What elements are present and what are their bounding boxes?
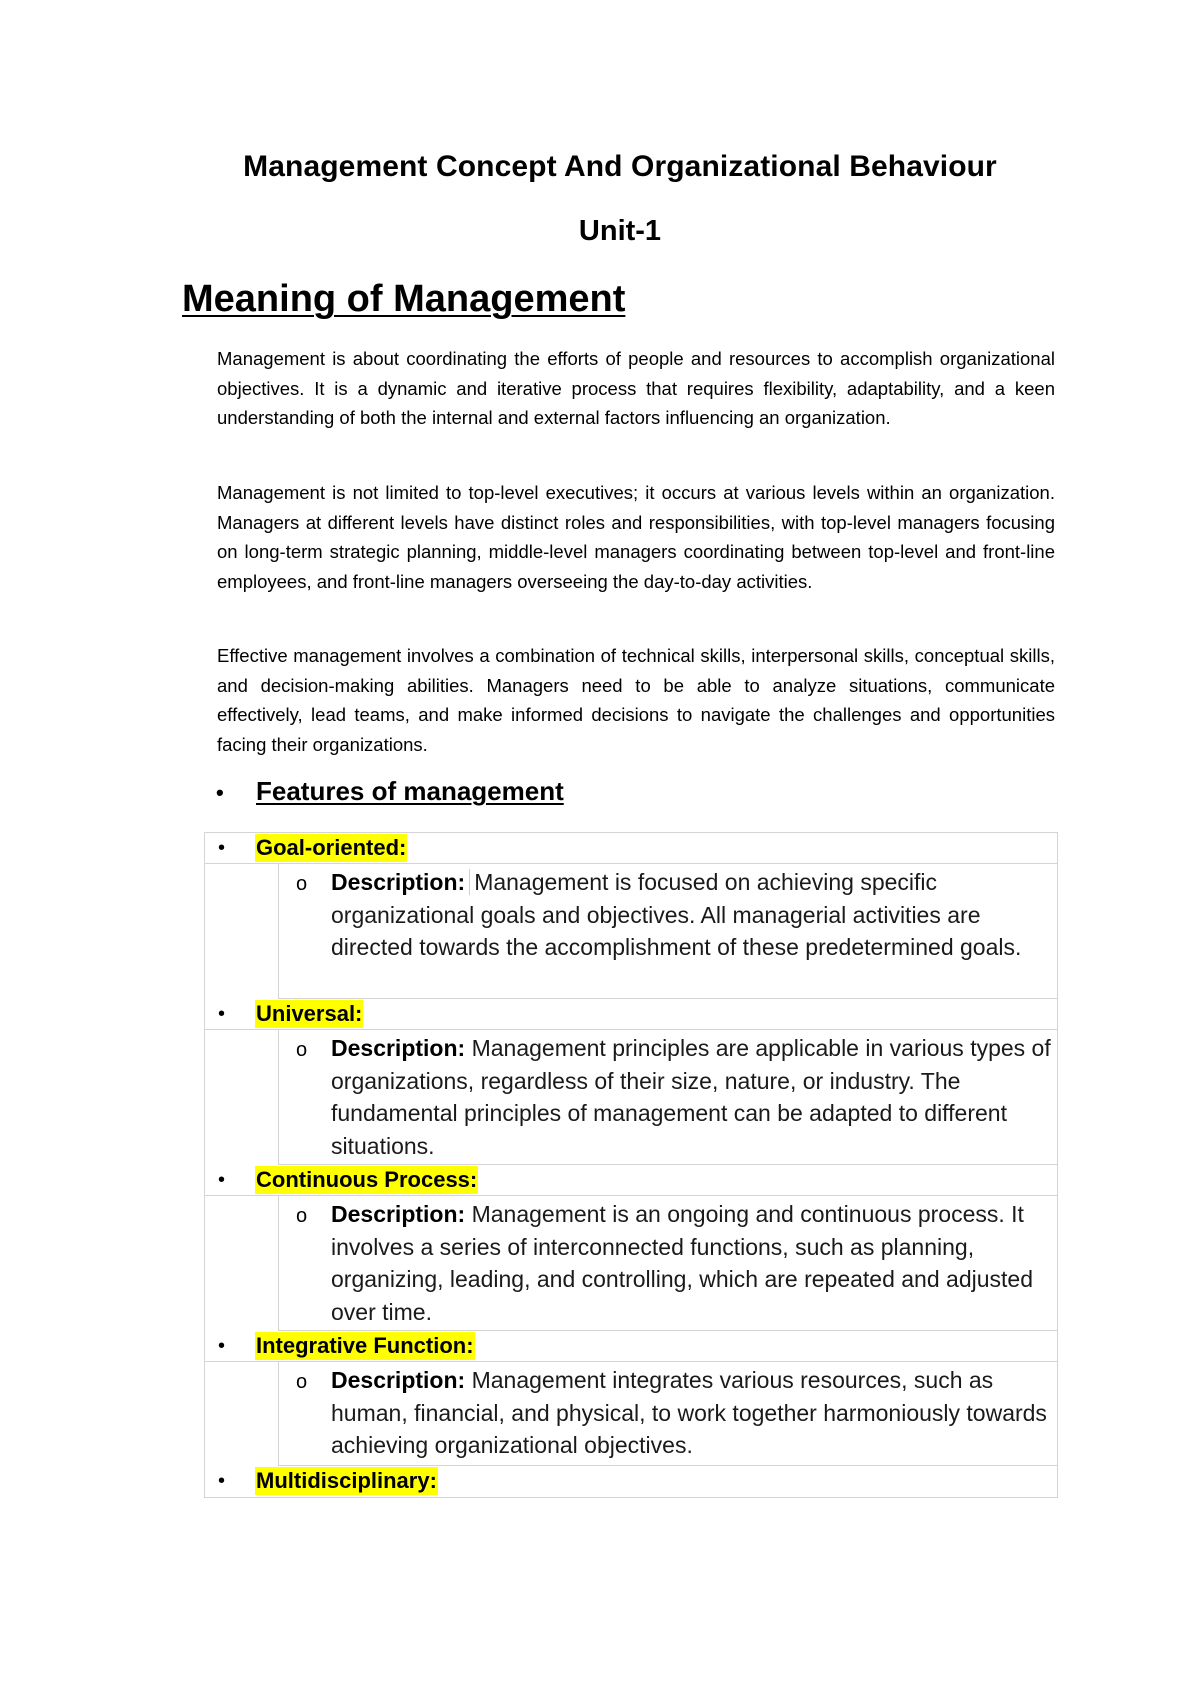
feature-row-header xyxy=(205,833,1057,864)
feature-description-cell xyxy=(278,1362,1057,1466)
bullet-icon: • xyxy=(218,1169,226,1191)
feature-row xyxy=(205,1466,1057,1497)
feature-row-header xyxy=(205,1165,1057,1196)
description-label: Description: xyxy=(331,1035,466,1061)
bullet-icon: • xyxy=(218,837,226,859)
feature-description xyxy=(331,1198,1051,1328)
sub-bullet-icon: o xyxy=(296,873,308,895)
features-heading-label: Features of management xyxy=(256,776,564,806)
document-unit-label: Unit-1 xyxy=(578,215,662,247)
feature-row-header xyxy=(205,999,1057,1030)
bullet-icon: • xyxy=(218,1470,226,1492)
description-text: Management principles are applicable in various types of organizations, regardless of their size, nature, or industry. The fundamental principles of management can be adapted to different situations. xyxy=(331,1035,1051,1159)
features-heading xyxy=(216,776,564,807)
feature-description-cell xyxy=(278,1196,1057,1331)
paragraph: Management is not limited to top-level executives; it occurs at various levels within an organization. Managers at different levels have distinct roles and responsibilities, with top-level managers focusing on long-term strategic planning, middle-level managers coordinating between top-level and front-line employees, and front-line managers overseeing the day-to-day activities. xyxy=(217,482,1055,592)
feature-description-cell xyxy=(278,864,1057,999)
document-title: Management Concept And Organizational Behaviour xyxy=(243,150,997,183)
sub-bullet-icon: o xyxy=(296,1371,308,1393)
feature-name: Goal-oriented: xyxy=(256,835,407,860)
bullet-icon: • xyxy=(218,1335,226,1357)
description-text: Management is focused on achieving specific organizational goals and objectives. All managerial activities are directed towards the accomplishment of these predetermined goals. xyxy=(331,869,1022,960)
feature-name: Universal: xyxy=(256,1001,363,1026)
description-label: Description: xyxy=(331,1367,466,1393)
paragraph: Effective management involves a combination of technical skills, interpersonal skills, conceptual skills, and decision-making abilities. Managers need to be able to analyze situations, communicate effectively, lead teams, and make informed decisions to navigate the challenges and opportunities facing their organizations. xyxy=(217,645,1055,755)
feature-name: Multidisciplinary: xyxy=(256,1468,437,1493)
feature-name: Integrative Function: xyxy=(256,1333,474,1358)
sub-bullet-icon: o xyxy=(296,1039,308,1061)
feature-description xyxy=(331,1364,1051,1462)
bullet-icon: • xyxy=(218,1003,226,1025)
feature-row-header xyxy=(205,1466,1057,1497)
feature-row-header xyxy=(205,1331,1057,1362)
feature-description xyxy=(331,866,1051,964)
sub-bullet-icon: o xyxy=(296,1205,308,1227)
features-table xyxy=(204,832,1058,1498)
feature-description-cell xyxy=(278,1030,1057,1165)
paragraph: Management is about coordinating the efforts of people and resources to accomplish organizational objectives. It is a dynamic and iterative process that requires flexibility, adaptability, and a keen understanding of both the internal and external factors influencing an organization. xyxy=(217,348,1055,428)
bullet-icon: • xyxy=(216,780,224,805)
feature-description xyxy=(331,1032,1051,1162)
section-heading: Meaning of Management xyxy=(182,278,626,320)
description-text: Management is an ongoing and continuous process. It involves a series of interconnected functions, such as planning, organizing, leading, and controlling, which are repeated and adjusted over time. xyxy=(331,1201,1033,1325)
description-text: Management integrates various resources, such as human, financial, and physical, to work together harmoniously towards achieving organizational objectives. xyxy=(331,1367,1047,1458)
feature-name: Continuous Process: xyxy=(256,1167,478,1192)
description-label: Description: xyxy=(331,1201,466,1227)
description-label: Description: xyxy=(331,869,470,895)
